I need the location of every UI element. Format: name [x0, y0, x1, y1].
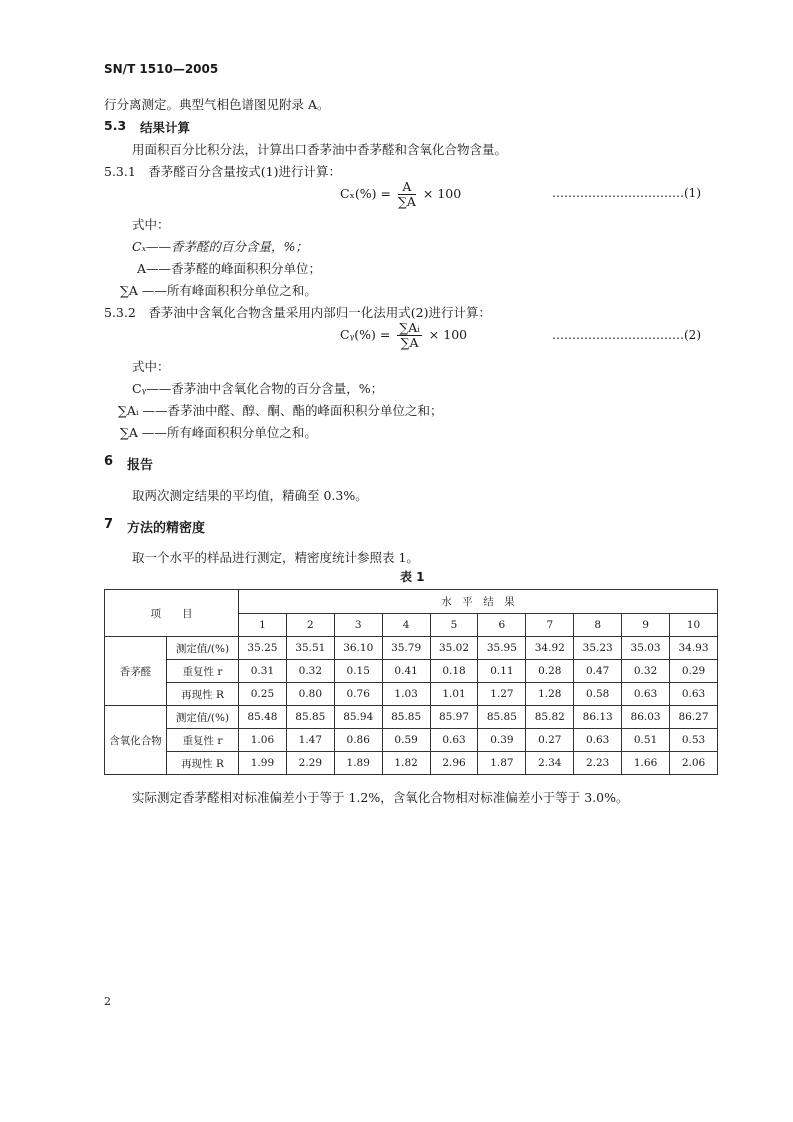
row-label: 测定值/(%) [167, 637, 239, 660]
where-label: 式中： [132, 217, 170, 232]
row-label: 重复性 r [167, 660, 239, 683]
table-cell: 0.76 [334, 683, 382, 706]
table-cell: 0.39 [478, 729, 526, 752]
column-number: 4 [382, 614, 430, 637]
table-cell: 85.82 [526, 706, 574, 729]
formula-2-fraction [397, 321, 421, 350]
section-5-3-title: 结果计算 [140, 120, 191, 135]
row-label: 测定值/(%) [167, 706, 239, 729]
column-number: 10 [670, 614, 718, 637]
table-row [105, 637, 718, 660]
table-cell: 0.29 [670, 660, 718, 683]
formula-2-numerator: ∑Aᵢ [399, 320, 420, 335]
formula-2-denominator: ∑A [400, 335, 419, 350]
table-cell: 0.15 [334, 660, 382, 683]
row-label: 重复性 r [167, 729, 239, 752]
table-cell: 35.51 [286, 637, 334, 660]
table-cell: 0.18 [430, 660, 478, 683]
where-label: 式中： [132, 359, 170, 374]
table-cell: 1.66 [622, 752, 670, 775]
table-cell: 1.03 [382, 683, 430, 706]
table-cell: 85.85 [286, 706, 334, 729]
table-cell: 1.89 [334, 752, 382, 775]
table-cell: 1.87 [478, 752, 526, 775]
definition-line: ∑A ——所有峰面积积分单位之和。 [120, 425, 317, 440]
level-header: 水 平 结 果 [239, 590, 718, 614]
formula-1 [340, 180, 461, 209]
section-7-number: 7 [104, 517, 114, 532]
table-cell: 35.03 [622, 637, 670, 660]
table-cell: 0.28 [526, 660, 574, 683]
table-cell: 0.32 [622, 660, 670, 683]
table-cell: 0.11 [478, 660, 526, 683]
table-cell: 0.53 [670, 729, 718, 752]
row-label: 再现性 R [167, 683, 239, 706]
table-cell: 0.63 [574, 729, 622, 752]
table-cell: 1.82 [382, 752, 430, 775]
table-cell: 1.01 [430, 683, 478, 706]
table-cell: 0.51 [622, 729, 670, 752]
section-6-title: 报告 [127, 458, 154, 473]
table-row [105, 683, 718, 706]
section-5-3-number: 5.3 [104, 118, 127, 133]
page-number: 2 [104, 995, 111, 1008]
paragraph-line: 用面积百分比积分法，计算出口香茅油中香茅醛和含氧化合物含量。 [132, 142, 508, 157]
table-cell: 35.23 [574, 637, 622, 660]
table-cell: 0.31 [239, 660, 287, 683]
table-row [105, 729, 718, 752]
formula-1-fraction [398, 180, 416, 209]
formula-2-reference: ……………………………(2) [552, 328, 701, 342]
table-cell: 0.80 [286, 683, 334, 706]
formula-1-tail: × 100 [422, 186, 462, 201]
precision-table [104, 589, 718, 775]
formula-2 [340, 321, 467, 350]
table-cell: 0.58 [574, 683, 622, 706]
table-body [105, 590, 718, 775]
table-cell: 0.41 [382, 660, 430, 683]
table-cell: 0.63 [670, 683, 718, 706]
table-cell: 0.47 [574, 660, 622, 683]
table-cell: 35.25 [239, 637, 287, 660]
paragraph-line: 行分离测定。典型气相色谱图见附录 A。 [104, 97, 330, 112]
formula-2-tail: × 100 [428, 327, 468, 342]
column-number: 7 [526, 614, 574, 637]
table-cell: 36.10 [334, 637, 382, 660]
table-cell: 34.93 [670, 637, 718, 660]
column-number: 9 [622, 614, 670, 637]
section-5-3-1: 5.3.1 香茅醛百分含量按式(1)进行计算： [104, 164, 342, 179]
table-cell: 34.92 [526, 637, 574, 660]
table-cell: 0.59 [382, 729, 430, 752]
definition-line: Cₓ——香茅醛的百分含量，%； [132, 239, 308, 254]
table-cell: 0.63 [430, 729, 478, 752]
table-cell: 85.48 [239, 706, 287, 729]
table-cell: 2.96 [430, 752, 478, 775]
table-cell: 0.25 [239, 683, 287, 706]
table-row [105, 706, 718, 729]
table-cell: 2.06 [670, 752, 718, 775]
table-cell: 1.47 [286, 729, 334, 752]
column-number: 3 [334, 614, 382, 637]
table-row [105, 660, 718, 683]
table-cell: 35.02 [430, 637, 478, 660]
table-cell: 1.06 [239, 729, 287, 752]
document-code: SN/T 1510—2005 [104, 62, 219, 76]
table-cell: 0.27 [526, 729, 574, 752]
column-number: 6 [478, 614, 526, 637]
table-cell: 85.85 [478, 706, 526, 729]
table-cell: 85.97 [430, 706, 478, 729]
footer-note: 实际测定香茅醛相对标准偏差小于等于 1.2%，含氧化合物相对标准偏差小于等于 3.0%。 [132, 790, 629, 805]
table-caption: 表 1 [400, 570, 425, 584]
section-7-text: 取一个水平的样品进行测定，精密度统计参照表 1。 [132, 550, 419, 565]
table-cell: 85.94 [334, 706, 382, 729]
table-cell: 1.99 [239, 752, 287, 775]
formula-1-denominator: ∑A [397, 194, 416, 209]
table-cell: 1.27 [478, 683, 526, 706]
table-cell: 86.27 [670, 706, 718, 729]
section-6-text: 取两次测定结果的平均值，精确至 0.3%。 [132, 488, 368, 503]
item-header: 项 目 [105, 590, 239, 637]
formula-1-reference: ……………………………(1) [552, 186, 701, 200]
table-cell: 2.23 [574, 752, 622, 775]
table-header-row [105, 590, 718, 614]
formula-1-numerator: A [398, 180, 416, 195]
table-cell: 0.32 [286, 660, 334, 683]
table-row [105, 752, 718, 775]
definition-line: Cᵧ——香茅油中含氧化合物的百分含量，%； [132, 381, 384, 396]
group-label: 含氧化合物 [105, 706, 167, 775]
table-cell: 35.95 [478, 637, 526, 660]
column-number: 2 [286, 614, 334, 637]
section-7-title: 方法的精密度 [127, 521, 206, 536]
table-cell: 2.34 [526, 752, 574, 775]
table-cell: 0.86 [334, 729, 382, 752]
table-cell: 0.63 [622, 683, 670, 706]
table-cell: 86.03 [622, 706, 670, 729]
group-label: 香茅醛 [105, 637, 167, 706]
table-cell: 86.13 [574, 706, 622, 729]
definition-line: A——香茅醛的峰面积积分单位； [137, 261, 322, 276]
table-cell: 1.28 [526, 683, 574, 706]
column-number: 5 [430, 614, 478, 637]
table-cell: 35.79 [382, 637, 430, 660]
definition-line: ∑A ——所有峰面积积分单位之和。 [120, 283, 317, 298]
section-5-3-2: 5.3.2 香茅油中含氧化合物含量采用内部归一化法用式(2)进行计算： [104, 305, 492, 320]
formula-1-lhs: Cₓ(%) = [340, 186, 391, 201]
column-number: 1 [239, 614, 287, 637]
section-6-number: 6 [104, 454, 114, 469]
table-cell: 85.85 [382, 706, 430, 729]
table-cell: 2.29 [286, 752, 334, 775]
row-label: 再现性 R [167, 752, 239, 775]
formula-2-lhs: Cᵧ(%) = [340, 327, 391, 342]
definition-line: ∑Aᵢ ——香茅油中醛、醇、酮、酯的峰面积积分单位之和； [118, 403, 443, 418]
column-number: 8 [574, 614, 622, 637]
